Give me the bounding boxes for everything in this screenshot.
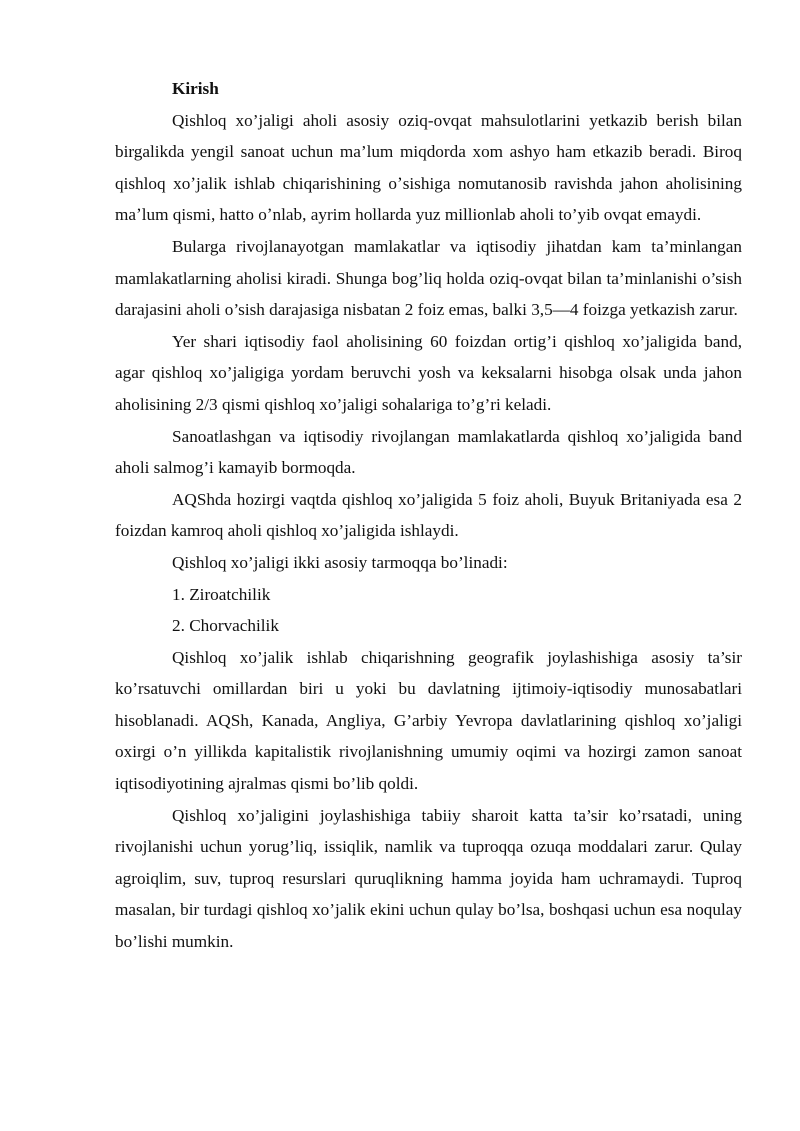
paragraph-intro: Qishloq xo’jaligi aholi asosiy oziq-ovqat mahsulotlarini yetkazib berish bilan birgalikda yengil sanoat uchun ma’lum miqdorda xom ashyo ham etkazib beradi. Biroq qishloq xoʼjalik ishlab chiqarishining oʼsishiga nomutanosib ravishda jahon aholisining maʼlum qismi, hatto oʼnlab, ayrim hollarda yuz millionlab aholi to’yib ovqat emaydi. [115,110,742,225]
paragraph-natural-conditions: Qishloq xo’jaligini joylashishiga tabiiy sharoit katta ta’sir ko’rsatadi, uning rivojlanishi uchun yorug’liq, issiqlik, namlik va tuproqqa ozuqa moddalari zarur. Qulay agroiqlim, suv, tuproq resurslari quruqlikning hamma joyida ham uchramaydi. Tuproq masalan, bir turdagi qishloq xo’jalik ekini uchun qulay bo’lsa, boshqasi uchun esa noqulay bo’lishi mumkin. [115,805,742,952]
document-body [115,73,742,958]
paragraph-usa-britain: AQShda hozirgi vaqtda qishloq xo’jaligida 5 foiz aholi, Buyuk Britaniyada esa 2 foizdan kamroq aholi qishloq xo’jaligida ishlaydi. [115,489,742,541]
section-heading: Kirish [172,79,219,98]
paragraph-industrial-countries: Sanoatlashgan va iqtisodiy rivojlangan mamlakatlarda qishloq xo’jaligida band aholi salmog’i kamayib bormoqda. [115,426,742,478]
paragraph-branches-intro: Qishloq xo’jaligi ikki asosiy tarmoqqa bo’linadi: [172,552,508,572]
list-item-crop-farming: 1. Ziroatchilik [172,584,271,604]
list-item-livestock: 2. Chorvachilik [172,616,279,636]
paragraph-developing-countries: Bularga rivojlanayotgan mamlakatlar va iqtisodiy jihatdan kam ta’minlangan mamlakatlarning aholisi kiradi. Shunga bog’liq holda oziq-ovqat bilan ta’minlanishi o’sish darajasini aholi o’sish darajasiga nisbatan 2 foiz emas, balki 3,5—4 foizga yetkazish zarur. [115,236,742,320]
paragraph-socioeconomic-factors: Qishloq xo’jalik ishlab chiqarishning geografik joylashishiga asosiy ta’sir ko’rsatuvchi omillardan biri u yoki bu davlatning ijtimoiy-iqtisodiy munosabatlari hisoblanadi. AQSh, Kanada, Angliya, G’arbiy Yevropa davlatlarining qishloq xo’jaligi oxirgi o’n yillikda kapitalistik rivojlanishning umumiy oqimi va hozirgi zamon sanoat iqtisodiyotining ajralmas qismi bo’lib qoldi. [115,647,742,794]
paragraph-employment-share: Yer shari iqtisodiy faol aholisining 60 foizdan ortig’i qishloq xo’jaligida band, agar qishloq xo’jaligiga yordam beruvchi yosh va keksalarni hisobga olsak unda jahon aholisining 2/3 qismi qishloq xo’jaligi sohalariga to’g’ri keladi. [115,331,742,414]
